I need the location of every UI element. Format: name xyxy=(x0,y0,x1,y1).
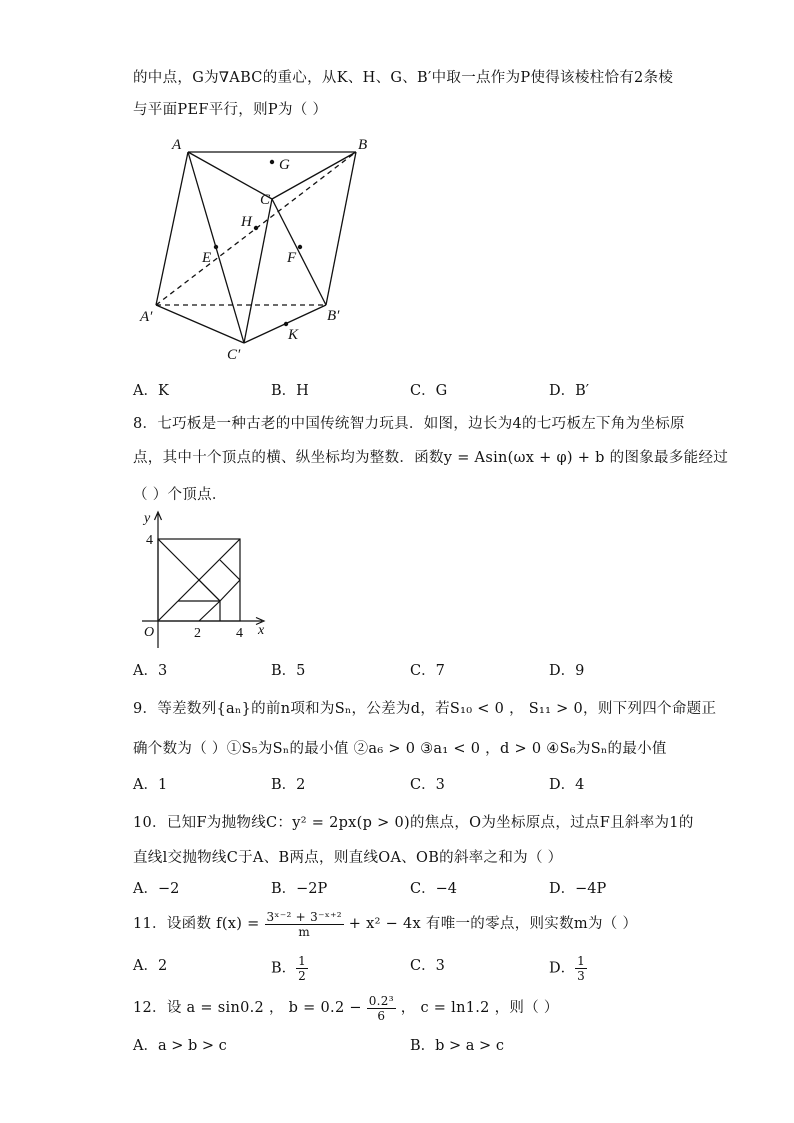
q9-option-a[interactable]: A．1 xyxy=(133,777,168,793)
q11-opt-b-num: 1 xyxy=(298,954,306,968)
origin-label: O xyxy=(144,625,155,640)
q8-options xyxy=(133,659,673,681)
q11-option-c[interactable]: C．3 xyxy=(410,958,445,974)
q11-option-d-fraction xyxy=(575,954,587,983)
q10-option-a[interactable]: A．−2 xyxy=(133,881,180,897)
point-f xyxy=(298,245,302,249)
q11-option-b[interactable] xyxy=(271,954,308,983)
point-e xyxy=(214,245,218,249)
q7-option-b[interactable]: B．H xyxy=(271,383,309,399)
q8-option-c[interactable]: C．7 xyxy=(410,663,445,679)
q11-option-d[interactable] xyxy=(549,954,587,983)
q7-options xyxy=(133,379,673,401)
q12-fraction xyxy=(367,994,396,1023)
q8-line-1: 8．七巧板是一种古老的中国传统智力玩具．如图，边长为4的七巧板左下角为坐标原 xyxy=(133,416,685,432)
q11-option-a[interactable]: A．2 xyxy=(133,958,168,974)
tick-x-2: 2 xyxy=(194,626,201,641)
q9-option-c[interactable]: C．3 xyxy=(410,777,445,793)
q8-option-d[interactable]: D．9 xyxy=(549,663,585,679)
tick-x-4: 4 xyxy=(236,626,243,641)
q8-line-3: （ ）个顶点． xyxy=(133,487,227,503)
q9-options xyxy=(133,773,673,795)
point-g xyxy=(270,160,274,164)
point-k xyxy=(284,322,288,326)
q11-option-b-label: B． xyxy=(271,960,297,977)
q12-option-b[interactable]: B．b > a > c xyxy=(410,1038,504,1054)
label-b-prime: B′ xyxy=(327,308,340,324)
tick-y-4: 4 xyxy=(146,533,153,548)
q8-option-b[interactable]: B．5 xyxy=(271,663,306,679)
q11-frac-den: m xyxy=(298,924,311,939)
q10-line-2: 直线l交抛物线C于A、B两点，则直线OA、OB的斜率之和为（ ） xyxy=(133,850,563,866)
q10-line-1: 10．已知F为抛物线C：y² = 2px(p > 0)的焦点，O为坐标原点，过点F且斜率为1的 xyxy=(133,815,694,831)
q8-option-a[interactable]: A．3 xyxy=(133,663,168,679)
q7-line-2: 与平面PEF平行，则P为（ ） xyxy=(133,102,328,118)
q11-opt-b-den: 2 xyxy=(298,969,306,983)
q8-line-2: 点，其中十个顶点的横、纵坐标均为整数．函数y = Asin(ωx + φ) + b 的图象最多能经过 xyxy=(133,450,729,466)
label-f: F xyxy=(287,250,297,266)
label-b: B xyxy=(358,137,368,153)
label-h: H xyxy=(241,214,252,230)
q10-option-c[interactable]: C．−4 xyxy=(410,881,457,897)
tangram-figure xyxy=(130,505,275,650)
q7-option-c[interactable]: C．G xyxy=(410,383,448,399)
point-h xyxy=(254,226,258,230)
q9-line-2: 确个数为（ ）①S₅为Sₙ的最小值 ②a₆ > 0 ③a₁ < 0 ，d > 0 ④S₆为Sₙ的最小值 xyxy=(133,741,667,757)
q11-opt-d-den: 3 xyxy=(577,969,585,983)
q12-option-a[interactable]: A．a > b > c xyxy=(133,1038,227,1054)
q12-suffix: ， c = ln1.2 ，则（ ） xyxy=(395,1000,559,1016)
q12-prefix: 12．设 a = sin0.2 ， b = 0.2 − xyxy=(133,1000,367,1016)
q11-suffix: + x² − 4x 有唯一的零点，则实数m为（ ） xyxy=(343,916,638,932)
q11-option-d-label: D． xyxy=(549,960,576,977)
prism-figure xyxy=(130,128,380,368)
q11-opt-d-num: 1 xyxy=(577,954,585,968)
y-axis-label: y xyxy=(144,511,151,526)
q9-option-b[interactable]: B．2 xyxy=(271,777,306,793)
q11-frac-num: 3ˣ⁻² + 3⁻ˣ⁺² xyxy=(266,909,342,924)
label-e: E xyxy=(202,250,212,266)
q11-options xyxy=(133,954,673,984)
q10-option-b[interactable]: B．−2P xyxy=(271,881,328,897)
q11-line xyxy=(133,906,637,942)
x-axis-label: x xyxy=(258,623,265,638)
q12-frac-num: 0.2³ xyxy=(368,993,394,1008)
q12-options xyxy=(133,1034,673,1056)
q10-option-d[interactable]: D．−4P xyxy=(549,881,607,897)
label-a-prime: A′ xyxy=(140,309,153,325)
label-a: A xyxy=(172,137,182,153)
q12-frac-den: 6 xyxy=(377,1008,386,1023)
q10-options xyxy=(133,877,673,899)
q7-option-d[interactable]: D．B′ xyxy=(549,383,590,399)
q9-option-d[interactable]: D．4 xyxy=(549,777,585,793)
q11-option-b-fraction xyxy=(296,954,308,983)
label-k: K xyxy=(288,327,299,343)
q7-option-a[interactable]: A．K xyxy=(133,383,169,399)
q7-line-1: 的中点，G为∇ABC的重心，从K、H、G、B′中取一点作为P使得该棱柱恰有2条棱 xyxy=(133,70,674,86)
q9-line-1: 9．等差数列{aₙ}的前n项和为Sₙ，公差为d，若S₁₀ < 0 ， S₁₁ > 0，则下列四个命题正 xyxy=(133,701,717,717)
label-g: G xyxy=(279,157,290,173)
q11-fraction xyxy=(265,910,344,939)
q11-prefix: 11．设函数 f(x) = xyxy=(133,916,265,932)
label-c-prime: C′ xyxy=(227,347,241,363)
q12-line xyxy=(133,990,559,1026)
label-c: C xyxy=(260,192,271,208)
